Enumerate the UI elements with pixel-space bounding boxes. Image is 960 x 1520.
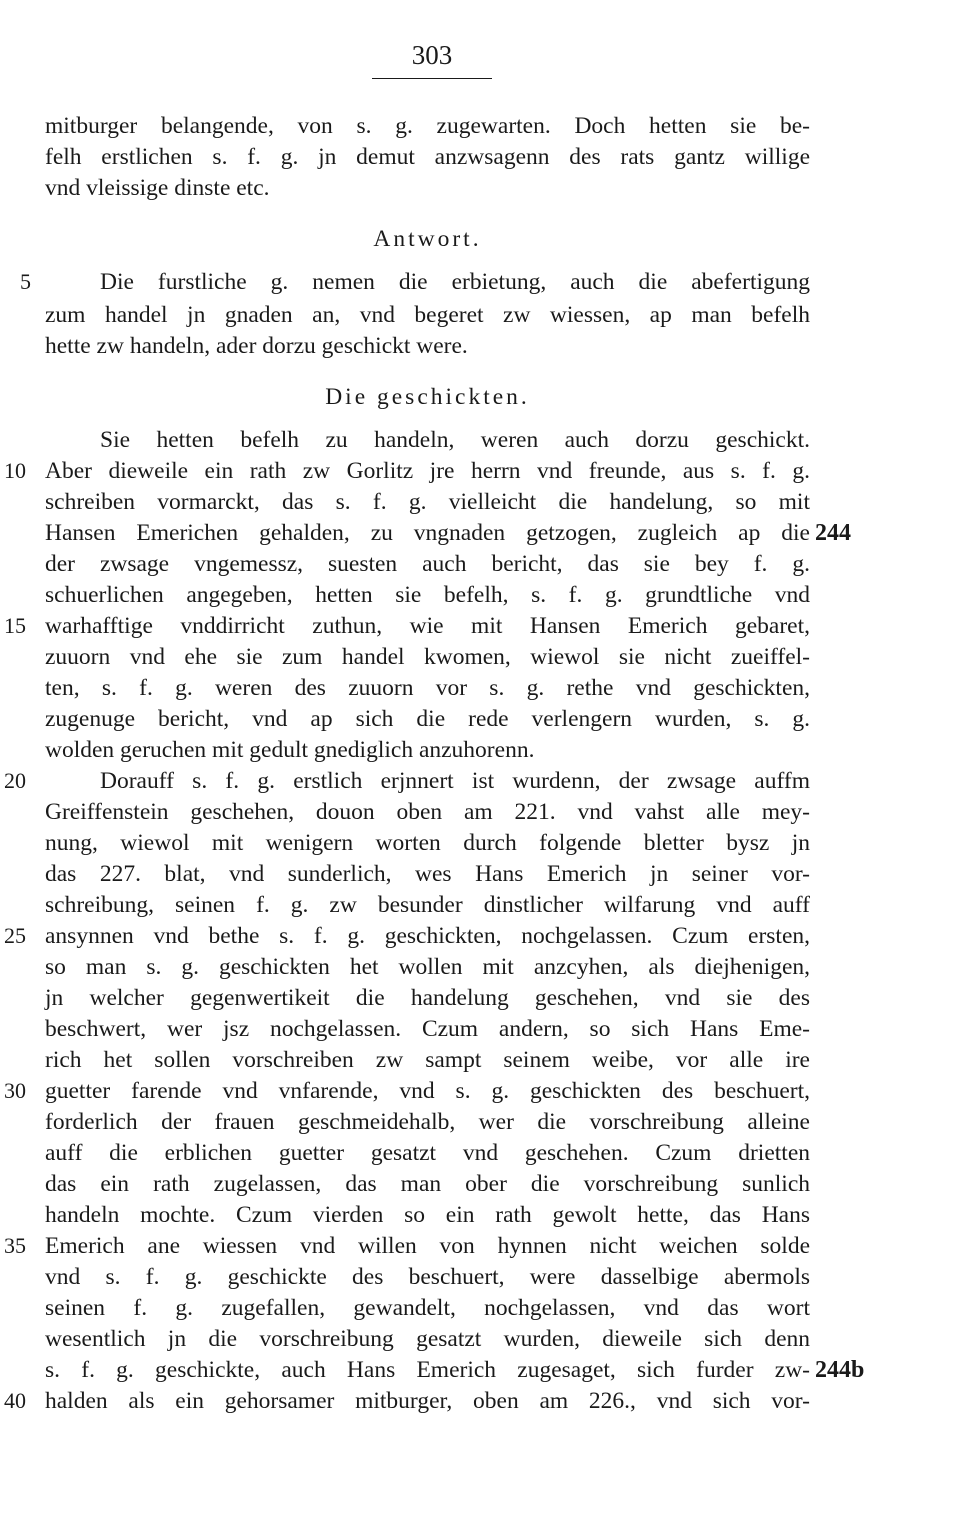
line-number: 35 — [4, 1233, 26, 1258]
text-line: mitburger belangende, von s. g. zugewarten. Doch hetten sie be- — [45, 113, 810, 139]
margin-reference: 244b — [815, 1357, 865, 1383]
text-line: zum handel jn gnaden an, vnd begeret zw wiessen, ap man befelh — [45, 302, 810, 328]
text-line: seinen f. g. zugefallen, gewandelt, nochgelassen, vnd das wort — [45, 1295, 810, 1321]
text-line: Sie hetten befelh zu handeln, weren auch dorzu geschickt. — [100, 427, 810, 453]
text-line: das ein rath zugelassen, das man ober die vorschreibung sunlich — [45, 1171, 810, 1197]
text-line: zugenuge bericht, vnd ap sich die rede verlengern wurden, s. g. — [45, 706, 810, 732]
text-line: ten, s. f. g. weren des zuuorn vor s. g. rethe vnd geschickten, — [45, 675, 810, 701]
line-number: 40 — [4, 1388, 26, 1413]
text-line: auff die erblichen guetter gesatzt vnd geschehen. Czum drietten — [45, 1140, 810, 1166]
text-line: das 227. blat, vnd sunderlich, wes Hans Emerich jn seiner vor- — [45, 861, 810, 887]
text-line: vnd vleissige dinste etc. — [45, 175, 270, 201]
line-number: 5 — [20, 269, 31, 294]
text-line: Aber dieweile ein rath zw Gorlitz jre herrn vnd freunde, aus s. f. g. — [45, 458, 810, 484]
text-line: guetter farende vnd vnfarende, vnd s. g. geschickten des beschuert, — [45, 1078, 810, 1104]
text-line: wesentlich jn die vorschreibung gesatzt wurden, dieweile sich denn — [45, 1326, 810, 1352]
text-line: vnd s. f. g. geschickte des beschuert, were dasselbige abermols — [45, 1264, 810, 1290]
text-line: Emerich ane wiessen vnd willen von hynnen nicht weichen solde — [45, 1233, 810, 1259]
text-line: Die furstliche g. nemen die erbietung, auch die abefertigung — [100, 269, 810, 295]
page-number: 303 — [411, 40, 453, 70]
section-heading: Die geschickten. — [325, 384, 530, 410]
text-line: wolden geruchen mit gedult gnediglich anzuhorenn. — [45, 737, 535, 763]
text-line: der zwsage vngemessz, suesten auch bericht, das sie bey f. g. — [45, 551, 810, 577]
text-line: s. f. g. geschickte, auch Hans Emerich zugesaget, sich furder zw- — [45, 1357, 810, 1383]
text-line: halden als ein gehorsamer mitburger, oben am 226., vnd sich vor- — [45, 1388, 810, 1414]
section-heading: Antwort. — [373, 226, 482, 252]
text-line: forderlich der frauen geschmeidehalb, wer die vorschreibung alleine — [45, 1109, 810, 1135]
line-number: 30 — [4, 1078, 26, 1103]
text-line: beschwert, wer jsz nochgelassen. Czum andern, so sich Hans Eme- — [45, 1016, 810, 1042]
margin-reference: 244 — [815, 520, 851, 546]
text-line: schreibung, seinen f. g. zw besunder dinstlicher wilfarung vnd auff — [45, 892, 810, 918]
text-line: hette zw handeln, ader dorzu geschickt were. — [45, 333, 468, 359]
text-line: nung, wiewol mit wenigern worten durch folgende bletter bysz jn — [45, 830, 810, 856]
line-number: 15 — [4, 613, 26, 638]
line-number: 20 — [4, 768, 26, 793]
text-line: felh erstlichen s. f. g. jn demut anzwsagenn des rats gantz willige — [45, 144, 810, 170]
text-line: warhafftige vnddirricht zuthun, wie mit Hansen Emerich gebaret, — [45, 613, 810, 639]
text-line: schuerlichen angegeben, hetten sie befelh, s. f. g. grundtliche vnd — [45, 582, 810, 608]
text-line: rich het sollen vorschreiben zw sampt seinem weibe, vor alle ire — [45, 1047, 810, 1073]
text-line: Dorauff s. f. g. erstlich erjnnert ist wurdenn, der zwsage auffm — [100, 768, 810, 794]
line-number: 25 — [4, 923, 26, 948]
text-line: so man s. g. geschickten het wollen mit anzcyhen, als diejhenigen, — [45, 954, 810, 980]
text-line: handeln mochte. Czum vierden so ein rath gewolt hette, das Hans — [45, 1202, 810, 1228]
text-line: zuuorn vnd ehe sie zum handel kwomen, wiewol sie nicht zueiffel- — [45, 644, 810, 670]
text-line: schreiben vormarckt, das s. f. g. vielleicht die handelung, so mit — [45, 489, 810, 515]
text-line: Greiffenstein geschehen, douon oben am 221. vnd vahst alle mey- — [45, 799, 810, 825]
text-line: ansynnen vnd bethe s. f. g. geschickten, nochgelassen. Czum ersten, — [45, 923, 810, 949]
line-number: 10 — [4, 458, 26, 483]
text-line: Hansen Emerichen gehalden, zu vngnaden getzogen, zugleich ap die — [45, 520, 810, 546]
text-line: jn welcher gegenwertikeit die handelung geschehen, vnd sie des — [45, 985, 810, 1011]
header-rule — [372, 78, 492, 79]
